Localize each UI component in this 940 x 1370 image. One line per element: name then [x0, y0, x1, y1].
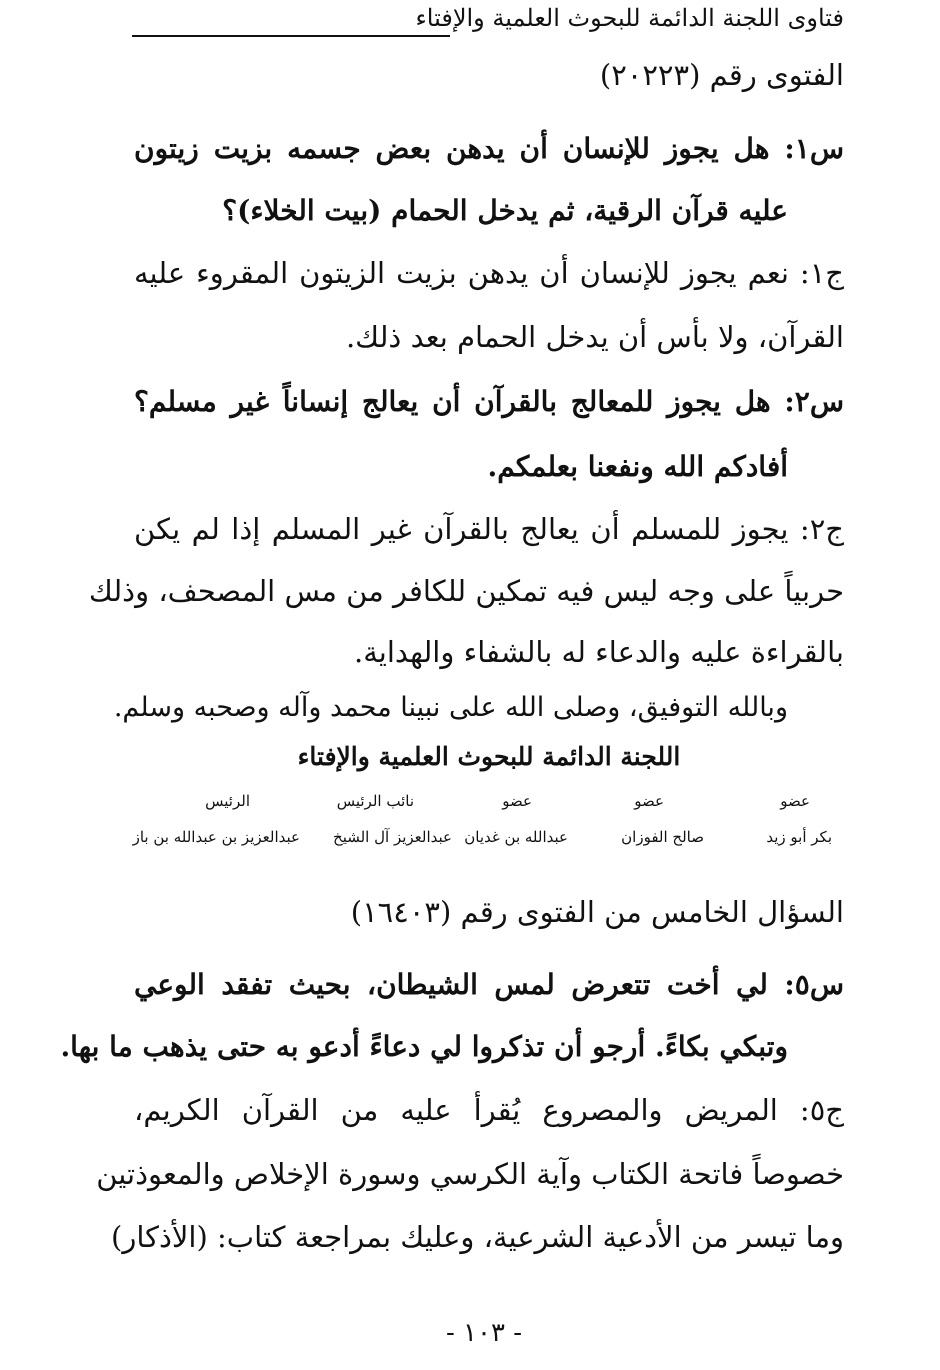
- signatory-name: عبدالله بن غديان: [464, 828, 568, 846]
- running-title: فتاوى اللجنة الدائمة للبحوث العلمية والإفتاء: [415, 4, 844, 32]
- answer-5-line-2: خصوصاً فاتحة الكتاب وآية الكرسي وسورة الإخلاص والمعوذتين: [96, 1157, 844, 1191]
- question-5-line-2: وتبكي بكاءً. أرجو أن تذكروا لي دعاءً أدعو به حتى يذهب ما بها.: [60, 1030, 788, 1063]
- question-2-line-2: أفادكم الله ونفعنا بعلمكم.: [487, 450, 788, 483]
- page-number: - ١٠٣ -: [445, 1318, 523, 1348]
- signatory-role: عضو: [780, 792, 810, 810]
- question-2-line-1: س٢: هل يجوز للمعالج بالقرآن أن يعالج إنساناً غير مسلم؟: [134, 385, 844, 418]
- signatory-role: الرئيس: [205, 792, 250, 810]
- fatwa-number-line: الفتوى رقم (٢٠٢٢٣): [599, 58, 844, 92]
- header-rule: [132, 35, 450, 37]
- signatory-name: عبدالعزيز آل الشيخ: [333, 828, 452, 846]
- answer-2-line-3: بالقراءة عليه والدعاء له بالشفاء والهداية.: [353, 635, 844, 669]
- question-1-line-1: س١: هل يجوز للإنسان أن يدهن بعض جسمه بزيت زيتون: [134, 132, 844, 165]
- answer-1-line-2: القرآن، ولا بأس أن يدخل الحمام بعد ذلك.: [345, 320, 844, 354]
- question-5-line-1: س٥: لي أخت تتعرض لمس الشيطان، بحيث تفقد الوعي: [134, 968, 844, 1001]
- answer-2-line-1: ج٢: يجوز للمسلم أن يعالج بالقرآن غير المسلم إذا لم يكن: [134, 512, 844, 546]
- closing-line: وبالله التوفيق، وصلى الله على نبينا محمد وآله وصحبه وسلم.: [113, 692, 788, 723]
- signatory-name: صالح الفوزان: [621, 828, 704, 846]
- answer-1-line-1: ج١: نعم يجوز للإنسان أن يدهن بزيت الزيتون المقروء عليه: [134, 256, 844, 290]
- signatory-name: بكر أبو زيد: [766, 828, 832, 846]
- signatory-role: عضو: [502, 792, 532, 810]
- signatory-role: عضو: [634, 792, 664, 810]
- running-header: [134, 4, 844, 32]
- signatory-role: نائب الرئيس: [336, 792, 414, 810]
- signatory-name: عبدالعزيز بن عبدالله بن باز: [132, 828, 300, 846]
- committee-title: اللجنة الدائمة للبحوث العلمية والإفتاء: [297, 742, 681, 771]
- answer-5-line-1: ج٥: المريض والمصروع يُقرأ عليه من القرآن الكريم،: [134, 1093, 844, 1127]
- answer-5-line-3: وما تيسر من الأدعية الشرعية، وعليك بمراجعة كتاب: (الأذكار): [111, 1220, 844, 1254]
- question-1-line-2: عليه قرآن الرقية، ثم يدخل الحمام (بيت الخلاء)؟: [222, 194, 788, 227]
- answer-2-line-2: حربياً على وجه ليس فيه تمكين للكافر من مس المصحف، وذلك: [88, 574, 844, 608]
- fatwa-number-line: السؤال الخامس من الفتوى رقم (١٦٤٠٣): [350, 895, 844, 929]
